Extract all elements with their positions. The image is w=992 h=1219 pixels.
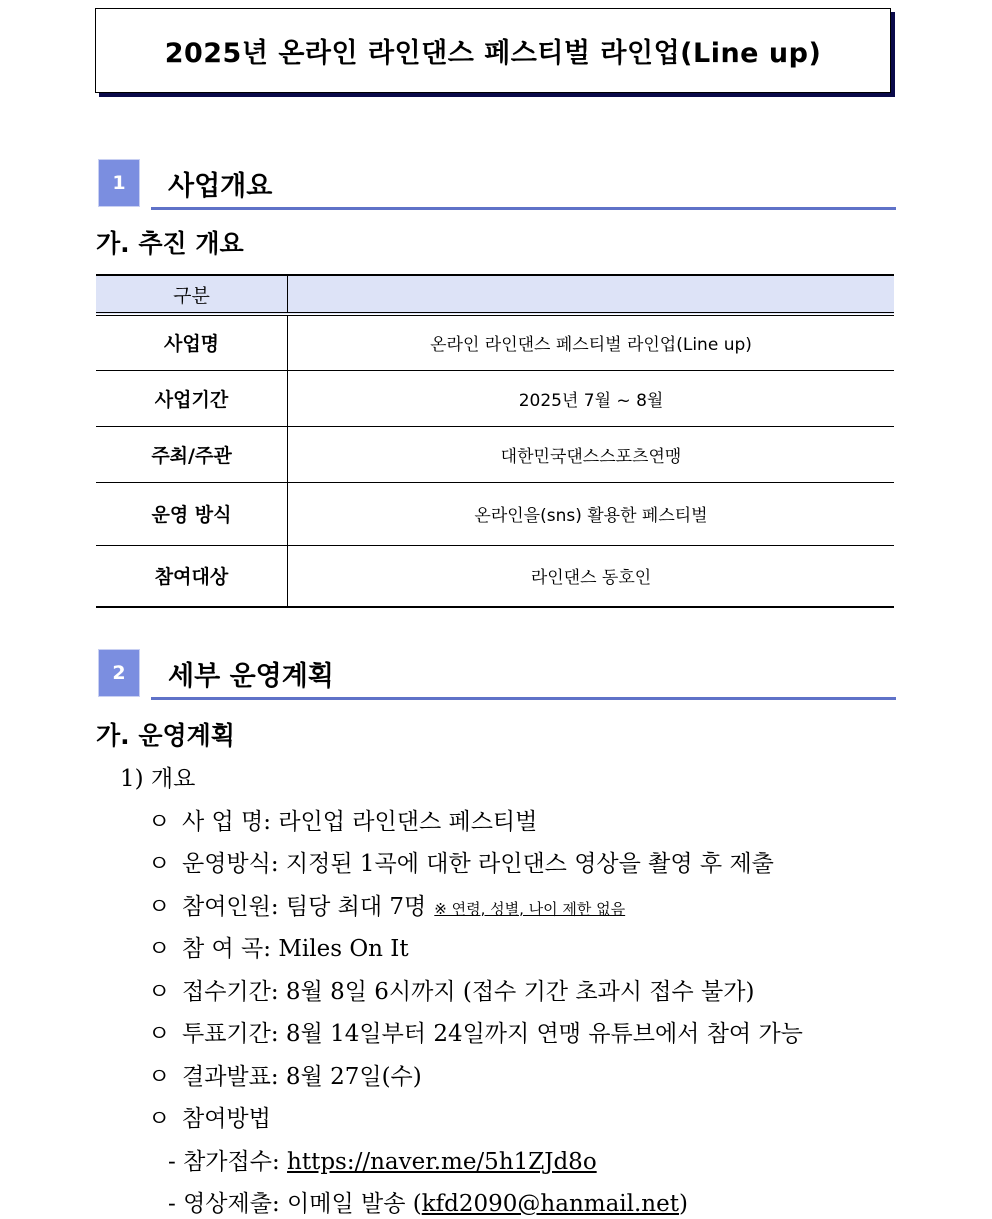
list-item — [148, 1058, 422, 1091]
subheading-operation-plan: 가. 운영계획 — [96, 721, 235, 750]
bullet-text: 결과발표: 8월 27일(수) — [182, 1064, 422, 1090]
dash: - — [168, 1149, 176, 1175]
bullet-text: 운영방식: 지정된 1곡에 대한 라인댄스 영상을 촬영 후 제출 — [182, 851, 774, 877]
table-row — [96, 545, 894, 607]
section-2-header — [96, 646, 896, 702]
subheading-overview: 가. 추진 개요 — [96, 229, 244, 258]
table-header-category: 구분 — [96, 275, 288, 314]
table-row — [96, 426, 894, 482]
list-item — [148, 1100, 271, 1133]
table-row — [96, 370, 894, 426]
section-underline — [151, 697, 896, 700]
list-item — [148, 1015, 803, 1048]
bullet-text: 투표기간: 8월 14일부터 24일까지 연맹 유튜브에서 참여 가능 — [182, 1021, 803, 1047]
list-item — [148, 803, 537, 836]
document-title: 2025년 온라인 라인댄스 페스티벌 라인업(Line up) — [95, 8, 891, 93]
row-value: 2025년 7월 ~ 8월 — [288, 370, 895, 426]
method-label: 참가접수: — [183, 1149, 288, 1175]
row-value: 라인댄스 동호인 — [288, 545, 895, 607]
list-item — [148, 845, 774, 878]
bullet-text: 사 업 명: 라인업 라인댄스 페스티벌 — [182, 809, 538, 835]
table-row — [96, 314, 894, 370]
bullet-text: 참여인원: 팀당 최대 7명 — [182, 894, 427, 920]
bullet-symbol: ㅇ — [148, 1106, 171, 1132]
table-row — [96, 482, 894, 545]
item-heading: 1) 개요 — [120, 766, 196, 792]
row-label: 사업기간 — [96, 370, 288, 426]
registration-link[interactable]: https://naver.me/5h1ZJd8o — [287, 1149, 597, 1175]
bullet-text: 참 여 곡: Miles On It — [182, 936, 409, 962]
method-item-registration — [168, 1143, 597, 1176]
list-item — [148, 973, 754, 1006]
bullet-symbol: ㅇ — [148, 936, 171, 962]
bullet-symbol: ㅇ — [148, 979, 171, 1005]
section-number-badge: 1 — [98, 159, 140, 207]
list-item — [148, 888, 625, 921]
row-label: 참여대상 — [96, 545, 288, 607]
section-number-badge: 2 — [98, 649, 140, 697]
method-suffix: ) — [678, 1191, 688, 1217]
method-label: 영상제출: 이메일 발송 ( — [183, 1191, 422, 1217]
row-label: 주최/주관 — [96, 426, 288, 482]
bullet-symbol: ㅇ — [148, 851, 171, 877]
row-label: 사업명 — [96, 314, 288, 370]
bullet-symbol: ㅇ — [148, 1064, 171, 1090]
overview-table — [96, 274, 894, 608]
row-value: 온라인 라인댄스 페스티벌 라인업(Line up) — [288, 314, 895, 370]
participant-note: ※ 연령, 성별, 나이 제한 없음 — [434, 900, 626, 918]
bullet-text: 접수기간: 8월 8일 6시까지 (접수 기간 초과시 접수 불가) — [182, 979, 755, 1005]
dash: - — [168, 1191, 176, 1217]
section-title: 사업개요 — [168, 171, 273, 202]
bullet-text: 참여방법 — [182, 1106, 271, 1132]
row-value: 온라인을(sns) 활용한 페스티벌 — [288, 482, 895, 545]
table-header-content — [288, 275, 895, 314]
bullet-symbol: ㅇ — [148, 1021, 171, 1047]
section-underline — [151, 207, 896, 210]
table-header-row — [96, 275, 894, 314]
section-1-header — [96, 156, 896, 212]
row-value: 대한민국댄스스포츠연맹 — [288, 426, 895, 482]
list-item — [148, 930, 409, 963]
bullet-symbol: ㅇ — [148, 809, 171, 835]
row-label: 운영 방식 — [96, 482, 288, 545]
bullet-symbol: ㅇ — [148, 894, 171, 920]
section-title: 세부 운영계획 — [168, 661, 334, 692]
method-item-video-submission — [168, 1185, 688, 1218]
email-link[interactable]: kfd2090@hanmail.net — [421, 1191, 679, 1217]
